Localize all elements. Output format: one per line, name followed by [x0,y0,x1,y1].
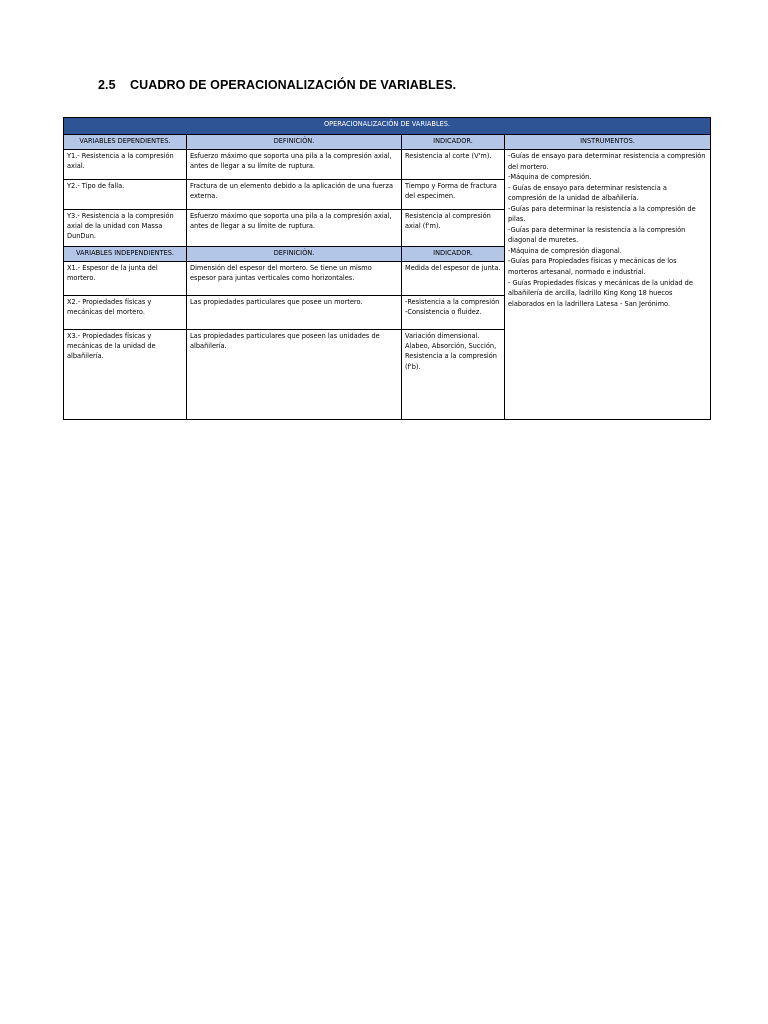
indicator-cell: Tiempo y Forma de fractura del especimen. [402,180,505,210]
variable-cell: Y1.- Resistencia a la compresión axial. [64,150,187,180]
instrument-item: -Guías para determinar la resistencia a la compresión diagonal de muretes. [508,225,686,245]
definition-cell: Las propiedades particulares que posee un mortero. [187,296,402,330]
header-definition: DEFINICIÓN. [187,135,402,150]
definition-cell: Esfuerzo máximo que soporta una pila a la compresión axial, antes de llegar a su límite de ruptura. [187,210,402,247]
section-heading [98,78,456,92]
header-instruments: INSTRUMENTOS. [505,135,711,150]
instrument-item: -Guías de ensayo para determinar resistencia a compresión del mortero. [508,152,706,171]
instrument-item: - Guías Propiedades físicas y mecánicas de la unidad de albañilería de arcilla, ladrillo King Kong 18 huecos elaborados en la ladrillera Latesa - San Jerónimo. [508,278,693,308]
section-title: CUADRO DE OPERACIONALIZACIÓN DE VARIABLES. [130,78,457,92]
definition-cell: Esfuerzo máximo que soporta una pila a la compresión axial, antes de llegar a su límite de ruptura. [187,150,402,180]
variable-cell: X1.- Espesor de la junta del mortero. [64,262,187,296]
header-indicator: INDICADOR. [402,135,505,150]
header-indicator: INDICADOR. [402,247,505,262]
table-title: OPERACIONALIZACIÓN DE VARIABLES. [64,118,711,135]
instrument-item: -Guías para Propiedades físicas y mecánicas de los morteros artesanal, normado e industrial. [508,257,677,277]
definition-cell: Fractura de un elemento debido a la aplicación de una fuerza externa. [187,180,402,210]
instruments-cell [505,150,711,420]
header-dependent-variables: VARIABLES DEPENDIENTES. [64,135,187,150]
section-number: 2.5 [98,78,116,92]
indicator-line: -Consistencia o fluidez. [405,308,482,317]
indicator-line: -Resistencia a la compresión [405,298,500,306]
indicator-cell: Variación dimensional. Alabeo, Absorción, Succión, Resistencia a la compresión (f'b). [402,330,505,420]
variable-cell: Y3.- Resistencia a la compresión axial de la unidad con Massa DunDun. [64,210,187,247]
instrument-item: -Máquina de compresión diagonal. [508,246,622,255]
indicator-cell: Resistencia al corte (V'm). [402,150,505,180]
variable-cell: X3.- Propiedades físicas y mecánicas de la unidad de albañilería. [64,330,187,420]
operationalization-table [63,117,711,420]
indicator-cell [402,296,505,330]
instrument-item: -Máquina de compresión. [508,173,592,182]
variable-cell: Y2.- Tipo de falla. [64,180,187,210]
indicator-cell: Resistencia al compresión axial (f'm). [402,210,505,247]
definition-cell: Dimensión del espesor del mortero. Se tiene un mismo espesor para juntas verticales como horizontales. [187,262,402,296]
instrument-item: - Guías de ensayo para determinar resistencia a compresión de la unidad de albañilería. [508,183,667,203]
indicator-cell: Medida del espesor de junta. [402,262,505,296]
variable-cell: X2.- Propiedades físicas y mecánicas del mortero. [64,296,187,330]
table-row [64,150,711,180]
instrument-item: -Guías para determinar la resistencia a la compresión de pilas. [508,204,696,224]
definition-cell: Las propiedades particulares que poseen las unidades de albañilería. [187,330,402,420]
header-independent-variables: VARIABLES INDEPENDIENTES. [64,247,187,262]
header-definition: DEFINICIÓN. [187,247,402,262]
